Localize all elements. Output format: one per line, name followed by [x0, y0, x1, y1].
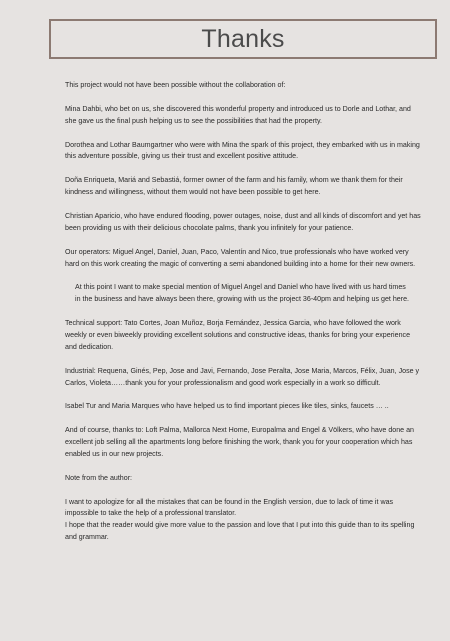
paragraph-enriqueta: Doña Enriqueta, Mariá and Sebastiá, former owner of the farm and his family, whom we thank them for their kindness and willingness, without them would not have been possible to get here.: [65, 176, 403, 197]
paragraph-special-mention: At this point I want to make special mention of Miguel Angel and Daniel who have lived with us hard times in the business and have always been there, growing with us the project 36-40pm and helping us get here.: [75, 283, 410, 304]
paragraph-isabel: Isabel Tur and Maria Marques who have helped us to find important pieces like tiles, sinks, faucets … ..: [65, 402, 389, 411]
paragraph-author-note-heading: Note from the author:: [65, 473, 133, 482]
paragraph-industrial: Industrial: Requena, Ginés, Pep, Jose and Javi, Fernando, Jose Peralta, Jose Maria, Marcos, Félix, Juan, Jose y Carlos, Violeta……thank you for your professionalism and good work especially in a work so difficult.: [65, 366, 420, 387]
acknowledgements-body: [65, 80, 423, 556]
paragraph-hope: I hope that the reader would give more value to the passion and love that I put into this guide than to its spelling and grammar.: [65, 521, 415, 542]
title-box: [49, 19, 437, 59]
paragraph-agencies: And of course, thanks to: Loft Palma, Mallorca Next Home, Europalma and Engel & Völkers, who have done an excellent job selling all the apartments long before finishing the work, thank you for your cooperation which has enabled us in our new projects.: [65, 426, 414, 458]
paragraph-mina: Mina Dahbi, who bet on us, she discovered this wonderful property and introduced us to Dorle and Lothar, and she gave us the final push helping us to see the possibilities that had the property.: [65, 104, 411, 125]
paragraph-baumgartner: Dorothea and Lothar Baumgartner who were with Mina the spark of this project, they embarked with us in making this adventure possible, giving us their trust and excellent positive attitude.: [65, 140, 420, 161]
paragraph-operators: Our operators: Miguel Angel, Daniel, Juan, Paco, Valentín and Nico, true professionals who have worked very hard on this work creating the magic of converting a semi abandoned building into a home for their new owners.: [65, 247, 416, 268]
paragraph-intro: This project would not have been possible without the collaboration of:: [65, 81, 286, 89]
paragraph-technical-support: Technical support: Tato Cortes, Joan Muñoz, Borja Fernández, Jessica Garcia, who have followed the work weekly or even biweekly providing excellent solutions and constructive ideas, thanks for bring your experience and dedication.: [65, 319, 411, 351]
paragraph-christian: Christian Aparicio, who have endured flooding, power outages, noise, dust and all kinds of discomfort and yet has been providing us with their delicious chocolate palms, thank you infinitely for your patience.: [65, 211, 421, 232]
paragraph-apology: I want to apologize for all the mistakes that can be found in the English version, due to lack of time it was impossible to take the help of a professional translator.: [65, 497, 394, 518]
page-title: Thanks: [201, 24, 285, 53]
